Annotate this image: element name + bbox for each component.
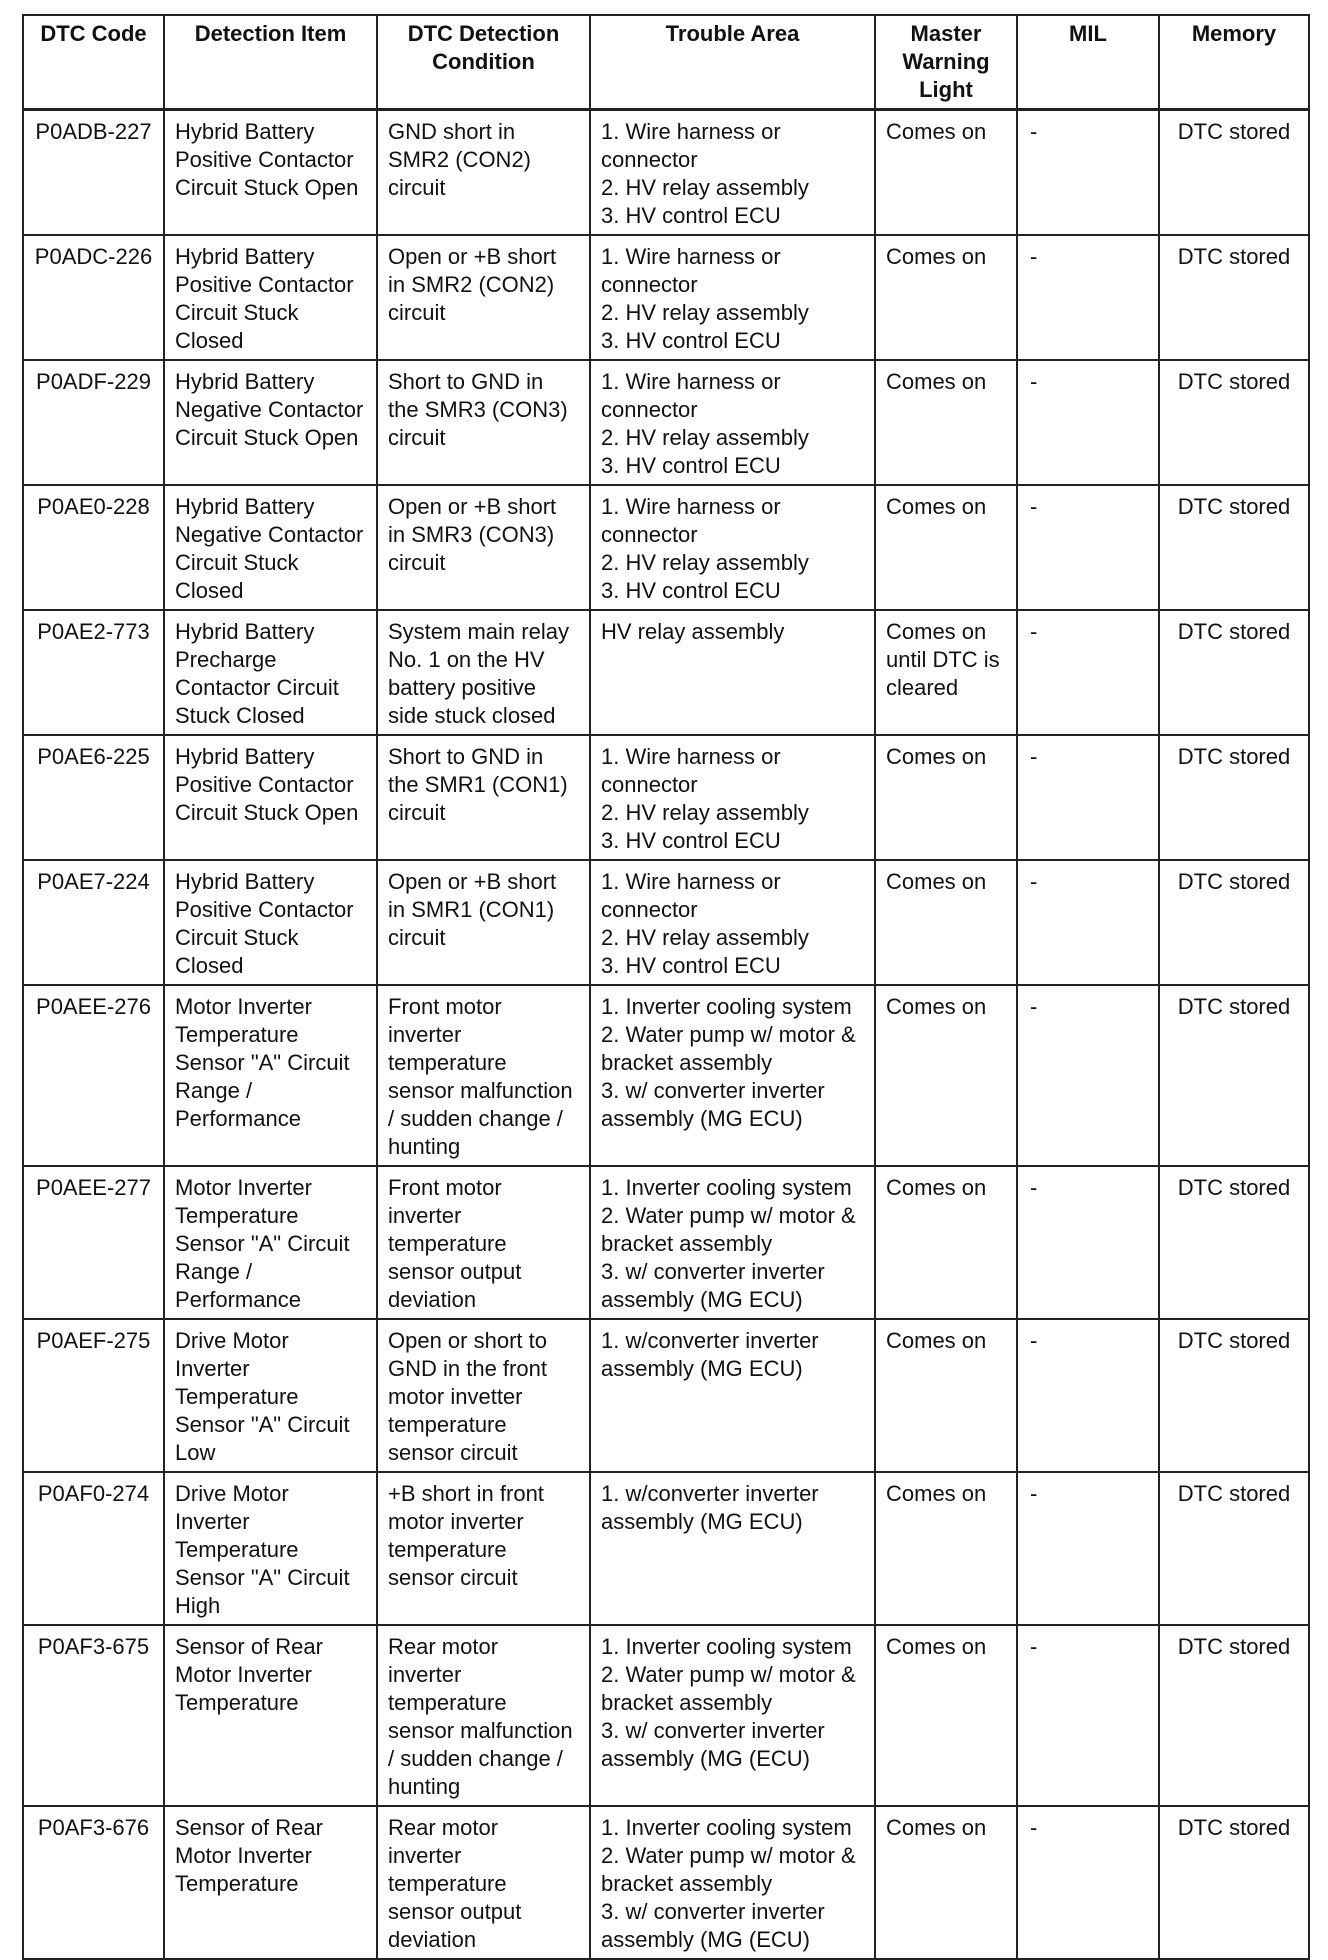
trouble-area-cell: 1. Wire harness or connector 2. HV relay assembly 3. HV control ECU bbox=[590, 485, 875, 610]
detection-item-cell: Drive Motor Inverter Temperature Sensor "A" Circuit High bbox=[164, 1472, 377, 1625]
table-row bbox=[23, 1625, 1309, 1806]
detection-condition-cell: System main relay No. 1 on the HV battery positive side stuck closed bbox=[377, 610, 590, 735]
dtc-code-cell: P0AE2-773 bbox=[23, 610, 164, 735]
dtc-code-cell: P0AE6-225 bbox=[23, 735, 164, 860]
trouble-area-cell: 1. Wire harness or connector 2. HV relay assembly 3. HV control ECU bbox=[590, 735, 875, 860]
master-warning-cell: Comes on bbox=[875, 1806, 1017, 1959]
detection-item-cell: Motor Inverter Temperature Sensor "A" Circuit Range / Performance bbox=[164, 985, 377, 1166]
master-warning-cell: Comes on bbox=[875, 1625, 1017, 1806]
detection-item-cell: Sensor of Rear Motor Inverter Temperature bbox=[164, 1625, 377, 1806]
detection-condition-cell: Open or +B short in SMR1 (CON1) circuit bbox=[377, 860, 590, 985]
dtc-table bbox=[22, 14, 1310, 1960]
table-row bbox=[23, 1166, 1309, 1319]
detection-item-cell: Hybrid Battery Negative Contactor Circuit Stuck Open bbox=[164, 360, 377, 485]
master-warning-cell: Comes on bbox=[875, 985, 1017, 1166]
trouble-area-cell: 1. Wire harness or connector 2. HV relay assembly 3. HV control ECU bbox=[590, 235, 875, 360]
memory-cell: DTC stored bbox=[1159, 1319, 1309, 1472]
trouble-area-cell: 1. Inverter cooling system 2. Water pump w/ motor & bracket assembly 3. w/ converter inverter assembly (MG (ECU) bbox=[590, 1806, 875, 1959]
detection-item-cell: Hybrid Battery Precharge Contactor Circuit Stuck Closed bbox=[164, 610, 377, 735]
detection-condition-cell: Rear motor inverter temperature sensor output deviation bbox=[377, 1806, 590, 1959]
mil-cell: - bbox=[1017, 860, 1159, 985]
detection-item-cell: Hybrid Battery Negative Contactor Circuit Stuck Closed bbox=[164, 485, 377, 610]
memory-cell: DTC stored bbox=[1159, 735, 1309, 860]
dtc-code-cell: P0AE0-228 bbox=[23, 485, 164, 610]
dtc-code-cell: P0AEF-275 bbox=[23, 1319, 164, 1472]
mil-cell: - bbox=[1017, 985, 1159, 1166]
dtc-code-cell: P0AF0-274 bbox=[23, 1472, 164, 1625]
mil-cell: - bbox=[1017, 1625, 1159, 1806]
master-warning-cell: Comes on bbox=[875, 1319, 1017, 1472]
table-row bbox=[23, 860, 1309, 985]
mil-cell: - bbox=[1017, 360, 1159, 485]
mil-cell: - bbox=[1017, 610, 1159, 735]
mil-cell: - bbox=[1017, 1319, 1159, 1472]
master-warning-cell: Comes on bbox=[875, 1472, 1017, 1625]
detection-condition-cell: Short to GND in the SMR1 (CON1) circuit bbox=[377, 735, 590, 860]
mil-cell: - bbox=[1017, 110, 1159, 236]
trouble-area-cell: HV relay assembly bbox=[590, 610, 875, 735]
memory-cell: DTC stored bbox=[1159, 860, 1309, 985]
dtc-code-cell: P0AF3-676 bbox=[23, 1806, 164, 1959]
master-warning-cell: Comes on until DTC is cleared bbox=[875, 610, 1017, 735]
detection-item-cell: Hybrid Battery Positive Contactor Circuit Stuck Closed bbox=[164, 860, 377, 985]
dtc-code-cell: P0ADF-229 bbox=[23, 360, 164, 485]
table-header-row bbox=[23, 15, 1309, 110]
table-row bbox=[23, 985, 1309, 1166]
detection-item-cell: Hybrid Battery Positive Contactor Circuit Stuck Closed bbox=[164, 235, 377, 360]
detection-condition-cell: Front motor inverter temperature sensor malfunction / sudden change / hunting bbox=[377, 985, 590, 1166]
mil-cell: - bbox=[1017, 1472, 1159, 1625]
dtc-code-cell: P0ADB-227 bbox=[23, 110, 164, 236]
master-warning-cell: Comes on bbox=[875, 235, 1017, 360]
table-row bbox=[23, 1319, 1309, 1472]
detection-item-cell: Hybrid Battery Positive Contactor Circuit Stuck Open bbox=[164, 110, 377, 236]
memory-cell: DTC stored bbox=[1159, 110, 1309, 236]
mil-cell: - bbox=[1017, 485, 1159, 610]
table-row bbox=[23, 1472, 1309, 1625]
trouble-area-cell: 1. w/converter inverter assembly (MG ECU) bbox=[590, 1319, 875, 1472]
memory-cell: DTC stored bbox=[1159, 485, 1309, 610]
table-row bbox=[23, 110, 1309, 236]
trouble-area-cell: 1. w/converter inverter assembly (MG ECU) bbox=[590, 1472, 875, 1625]
detection-condition-cell: GND short in SMR2 (CON2) circuit bbox=[377, 110, 590, 236]
detection-condition-cell: Front motor inverter temperature sensor output deviation bbox=[377, 1166, 590, 1319]
master-warning-cell: Comes on bbox=[875, 485, 1017, 610]
master-warning-cell: Comes on bbox=[875, 360, 1017, 485]
memory-cell: DTC stored bbox=[1159, 1625, 1309, 1806]
trouble-area-cell: 1. Inverter cooling system 2. Water pump w/ motor & bracket assembly 3. w/ converter inverter assembly (MG ECU) bbox=[590, 985, 875, 1166]
header-memory: Memory bbox=[1159, 15, 1309, 110]
master-warning-cell: Comes on bbox=[875, 735, 1017, 860]
dtc-code-cell: P0AF3-675 bbox=[23, 1625, 164, 1806]
header-master-warning-light: Master Warning Light bbox=[875, 15, 1017, 110]
trouble-area-cell: 1. Inverter cooling system 2. Water pump w/ motor & bracket assembly 3. w/ converter inverter assembly (MG ECU) bbox=[590, 1166, 875, 1319]
header-trouble-area: Trouble Area bbox=[590, 15, 875, 110]
detection-condition-cell: Rear motor inverter temperature sensor malfunction / sudden change / hunting bbox=[377, 1625, 590, 1806]
memory-cell: DTC stored bbox=[1159, 985, 1309, 1166]
dtc-code-cell: P0ADC-226 bbox=[23, 235, 164, 360]
detection-item-cell: Drive Motor Inverter Temperature Sensor "A" Circuit Low bbox=[164, 1319, 377, 1472]
memory-cell: DTC stored bbox=[1159, 235, 1309, 360]
header-mil: MIL bbox=[1017, 15, 1159, 110]
memory-cell: DTC stored bbox=[1159, 1806, 1309, 1959]
trouble-area-cell: 1. Wire harness or connector 2. HV relay assembly 3. HV control ECU bbox=[590, 860, 875, 985]
detection-item-cell: Motor Inverter Temperature Sensor "A" Circuit Range / Performance bbox=[164, 1166, 377, 1319]
trouble-area-cell: 1. Wire harness or connector 2. HV relay assembly 3. HV control ECU bbox=[590, 360, 875, 485]
header-dtc-code: DTC Code bbox=[23, 15, 164, 110]
table-row bbox=[23, 610, 1309, 735]
master-warning-cell: Comes on bbox=[875, 1166, 1017, 1319]
table-row bbox=[23, 235, 1309, 360]
master-warning-cell: Comes on bbox=[875, 860, 1017, 985]
table-row bbox=[23, 360, 1309, 485]
detection-condition-cell: +B short in front motor inverter temperature sensor circuit bbox=[377, 1472, 590, 1625]
dtc-code-cell: P0AEE-277 bbox=[23, 1166, 164, 1319]
detection-condition-cell: Open or +B short in SMR2 (CON2) circuit bbox=[377, 235, 590, 360]
trouble-area-cell: 1. Wire harness or connector 2. HV relay assembly 3. HV control ECU bbox=[590, 110, 875, 236]
mil-cell: - bbox=[1017, 235, 1159, 360]
mil-cell: - bbox=[1017, 735, 1159, 860]
dtc-code-cell: P0AE7-224 bbox=[23, 860, 164, 985]
dtc-code-cell: P0AEE-276 bbox=[23, 985, 164, 1166]
memory-cell: DTC stored bbox=[1159, 360, 1309, 485]
mil-cell: - bbox=[1017, 1806, 1159, 1959]
header-detection-condition: DTC Detection Condition bbox=[377, 15, 590, 110]
detection-condition-cell: Short to GND in the SMR3 (CON3) circuit bbox=[377, 360, 590, 485]
detection-item-cell: Sensor of Rear Motor Inverter Temperature bbox=[164, 1806, 377, 1959]
detection-condition-cell: Open or +B short in SMR3 (CON3) circuit bbox=[377, 485, 590, 610]
detection-condition-cell: Open or short to GND in the front motor invetter temperature sensor circuit bbox=[377, 1319, 590, 1472]
memory-cell: DTC stored bbox=[1159, 1472, 1309, 1625]
table-row bbox=[23, 485, 1309, 610]
header-detection-item: Detection Item bbox=[164, 15, 377, 110]
detection-item-cell: Hybrid Battery Positive Contactor Circuit Stuck Open bbox=[164, 735, 377, 860]
master-warning-cell: Comes on bbox=[875, 110, 1017, 236]
trouble-area-cell: 1. Inverter cooling system 2. Water pump w/ motor & bracket assembly 3. w/ converter inverter assembly (MG (ECU) bbox=[590, 1625, 875, 1806]
memory-cell: DTC stored bbox=[1159, 1166, 1309, 1319]
table-row bbox=[23, 735, 1309, 860]
table-row bbox=[23, 1806, 1309, 1959]
mil-cell: - bbox=[1017, 1166, 1159, 1319]
memory-cell: DTC stored bbox=[1159, 610, 1309, 735]
